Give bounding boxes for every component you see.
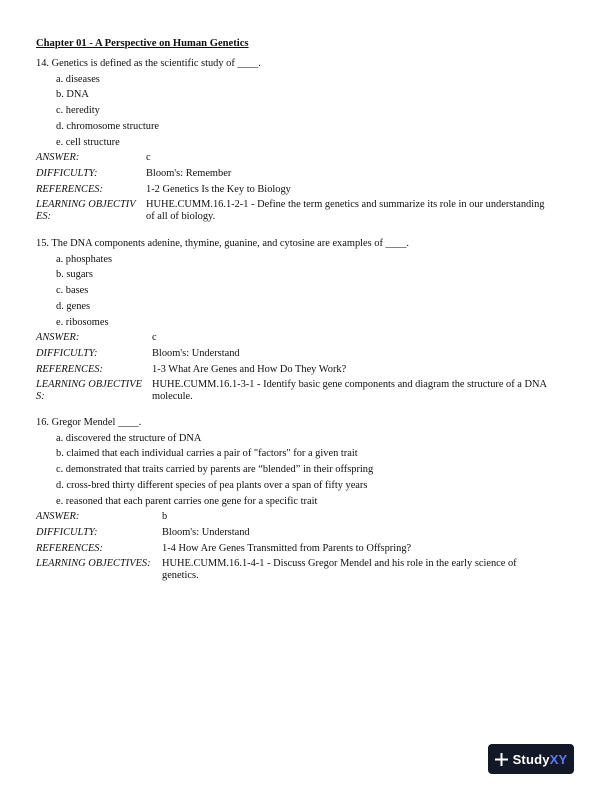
- references-label: REFERENCES:: [36, 183, 103, 195]
- choice: d. cross-bred thirty different species of pea plants over a span of fifty years: [56, 479, 368, 491]
- objectives-label-cont: S:: [36, 391, 45, 403]
- question-stem: 15. The DNA components adenine, thymine, guanine, and cytosine are examples of ____.: [36, 238, 409, 249]
- choice: c. demonstrated that traits carried by parents are “blended” in their offspring: [56, 464, 374, 476]
- question-stem: 16. Gregor Mendel ____.: [36, 417, 142, 428]
- choice: c. bases: [56, 285, 89, 297]
- choice: d. chromosome structure: [56, 120, 160, 132]
- choice: e. reasoned that each parent carries one gene for a specific trait: [56, 495, 318, 507]
- choice: e. ribosomes: [56, 316, 109, 328]
- difficulty-label: DIFFICULTY:: [36, 526, 98, 538]
- choice: c. heredity: [56, 105, 100, 117]
- difficulty-value: Bloom's: Understand: [152, 347, 240, 359]
- difficulty-label: DIFFICULTY:: [36, 347, 98, 359]
- answer-label: ANSWER:: [36, 511, 80, 523]
- choice: a. discovered the structure of DNA: [56, 432, 202, 444]
- choice: b. sugars: [56, 269, 93, 281]
- objectives-label: LEARNING OBJECTIVE: [36, 379, 142, 391]
- objectives-value: HUHE.CUMM.16.1-4-1 - Discuss Gregor Mendel and his role in the early science of: [162, 558, 517, 570]
- objectives-value-cont: of all of biology.: [146, 211, 216, 223]
- question-stem: 14. Genetics is defined as the scientific study of ____.: [36, 58, 261, 69]
- objectives-value-cont: molecule.: [152, 391, 193, 403]
- logo-text-main: Study: [512, 751, 550, 767]
- logo-text-accent: XY: [549, 751, 568, 767]
- answer-value: c: [152, 332, 157, 344]
- references-value: 1-2 Genetics Is the Key to Biology: [146, 183, 291, 195]
- objectives-label-cont: ES:: [36, 211, 52, 223]
- references-value: 1-4 How Are Genes Transmitted from Parents to Offspring?: [162, 542, 412, 554]
- answer-label: ANSWER:: [36, 332, 80, 344]
- choice: e. cell structure: [56, 136, 120, 148]
- difficulty-value: Bloom's: Remember: [146, 167, 232, 179]
- objectives-value: HUHE.CUMM.16.1-2-1 - Define the term genetics and summarize its role in our understanding: [146, 199, 545, 211]
- references-label: REFERENCES:: [36, 363, 103, 375]
- choice: b. DNA: [56, 89, 89, 101]
- answer-value: c: [146, 152, 151, 164]
- answer-value: b: [162, 511, 168, 523]
- references-value: 1-3 What Are Genes and How Do They Work?: [152, 363, 347, 375]
- difficulty-label: DIFFICULTY:: [36, 167, 98, 179]
- objectives-label: LEARNING OBJECTIVES:: [36, 558, 151, 570]
- difficulty-value: Bloom's: Understand: [162, 526, 250, 538]
- choice: a. diseases: [56, 73, 100, 85]
- choice: d. genes: [56, 300, 91, 312]
- references-label: REFERENCES:: [36, 542, 103, 554]
- objectives-value: HUHE.CUMM.16.1-3-1 - Identify basic gene components and diagram the structure of a DNA: [152, 379, 548, 391]
- answer-label: ANSWER:: [36, 152, 80, 164]
- choice: a. phosphates: [56, 253, 112, 265]
- logo-text: [513, 752, 568, 767]
- objectives-label: LEARNING OBJECTIV: [36, 199, 136, 211]
- objectives-value-cont: genetics.: [162, 570, 199, 582]
- plus-icon: [495, 753, 508, 766]
- studyxy-logo[interactable]: [488, 744, 574, 774]
- chapter-title: Chapter 01 - A Perspective on Human Genetics: [36, 38, 249, 49]
- choice: b. claimed that each individual carries a pair of "factors" for a given trait: [56, 448, 358, 460]
